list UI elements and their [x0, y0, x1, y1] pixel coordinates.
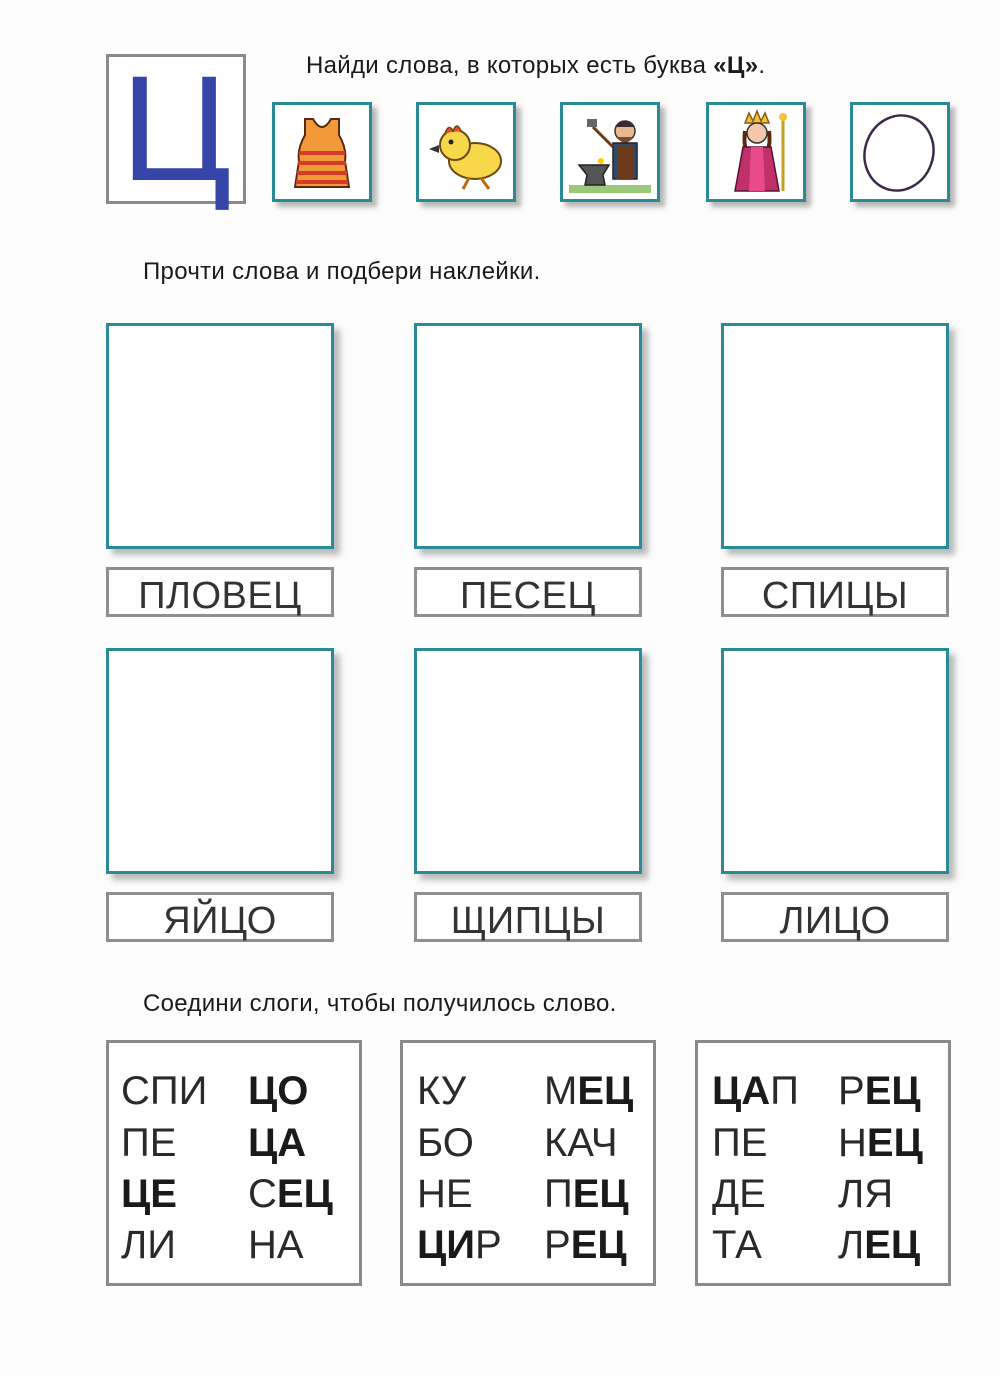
- word-label: ЯЙЦО: [106, 892, 334, 942]
- sticker-slot-3[interactable]: [721, 323, 949, 549]
- syllable[interactable]: МЕЦ: [544, 1069, 634, 1113]
- picture-chick[interactable]: [416, 102, 516, 202]
- syllable[interactable]: РЕЦ: [838, 1069, 921, 1113]
- letter-card: [106, 44, 246, 212]
- sticker-slot-6[interactable]: [721, 648, 949, 874]
- word-label: ЛИЦО: [721, 892, 949, 942]
- syllable[interactable]: ЛИ: [121, 1223, 176, 1267]
- syllable[interactable]: ЛЯ: [838, 1172, 894, 1216]
- word-label: ПЛОВЕЦ: [106, 567, 334, 617]
- syllable[interactable]: ЦАП: [712, 1069, 799, 1113]
- sticker-slot-1[interactable]: [106, 323, 334, 549]
- sticker-slot-5[interactable]: [414, 648, 642, 874]
- queen-icon: [709, 105, 803, 199]
- syllable[interactable]: ДЕ: [712, 1172, 766, 1216]
- syllable[interactable]: ЦЕ: [121, 1172, 177, 1216]
- blacksmith-icon: [563, 105, 657, 199]
- syllable[interactable]: КАЧ: [544, 1121, 618, 1165]
- chick-icon: [419, 105, 513, 199]
- word-label: ПЕСЕЦ: [414, 567, 642, 617]
- sticker-slot-2[interactable]: [414, 323, 642, 549]
- picture-egg[interactable]: [850, 102, 950, 202]
- syllable[interactable]: РЕЦ: [544, 1223, 627, 1267]
- syllable-box-3: [695, 1040, 951, 1286]
- syllable[interactable]: ПЕ: [121, 1121, 177, 1165]
- syllable[interactable]: ПЕ: [712, 1121, 768, 1165]
- word-label: ЩИПЦЫ: [414, 892, 642, 942]
- task1-end: .: [758, 52, 766, 79]
- syllable[interactable]: СЕЦ: [248, 1172, 333, 1216]
- task1-instruction: [306, 52, 765, 80]
- syllable-box-1: [106, 1040, 362, 1286]
- picture-queen[interactable]: [706, 102, 806, 202]
- syllable[interactable]: ЦО: [248, 1069, 309, 1113]
- syllable[interactable]: НЕЦ: [838, 1121, 923, 1165]
- tank-top-icon: [275, 105, 369, 199]
- task2-instruction: Прочти слова и подбери наклейки.: [143, 258, 541, 285]
- syllable[interactable]: СПИ: [121, 1069, 208, 1113]
- big-letter: Ц: [120, 44, 232, 212]
- syllable[interactable]: КУ: [417, 1069, 467, 1113]
- task1-text: Найди слова, в которых есть буква: [306, 52, 714, 79]
- syllable[interactable]: НЕ: [417, 1172, 473, 1216]
- syllable[interactable]: ЦИР: [417, 1223, 502, 1267]
- egg-icon: [853, 105, 947, 199]
- syllable[interactable]: НА: [248, 1223, 304, 1267]
- syllable[interactable]: ЦА: [248, 1121, 307, 1165]
- syllable-box-2: [400, 1040, 656, 1286]
- syllable[interactable]: БО: [417, 1121, 474, 1165]
- syllable[interactable]: ТА: [712, 1223, 762, 1267]
- syllable[interactable]: ПЕЦ: [544, 1172, 629, 1216]
- syllable[interactable]: ЛЕЦ: [838, 1223, 921, 1267]
- picture-tank-top[interactable]: [272, 102, 372, 202]
- task3-instruction: Соедини слоги, чтобы получилось слово.: [143, 990, 617, 1017]
- sticker-slot-4[interactable]: [106, 648, 334, 874]
- picture-blacksmith[interactable]: [560, 102, 660, 202]
- task1-letter: «Ц»: [713, 52, 759, 79]
- word-label: СПИЦЫ: [721, 567, 949, 617]
